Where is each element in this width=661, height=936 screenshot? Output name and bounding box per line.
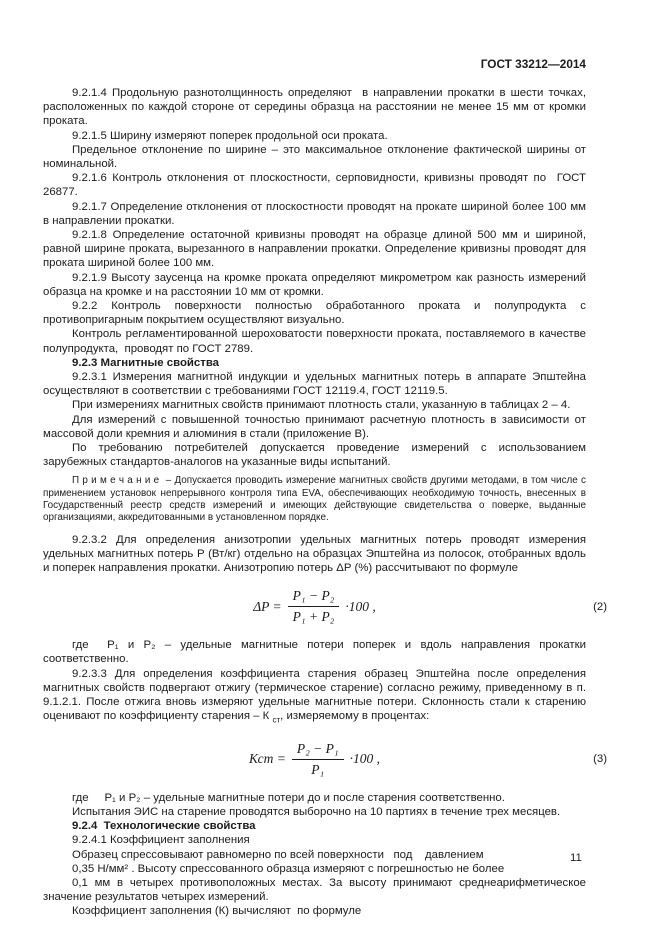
formula-2-expression bbox=[253, 588, 376, 625]
paragraph-9-2-1-7: 9.2.1.7 Определение отклонения от плоскостности проводят на прокате шириной более 100 мм в направлении прокатки. bbox=[43, 200, 586, 227]
paragraph-foreign-standards: По требованию потребителей допускается проведение измерений с использованием зарубежных стандартов-аналогов на указанные виды испытаний. bbox=[43, 442, 586, 469]
formula-2-fraction bbox=[288, 588, 340, 625]
formula-3 bbox=[43, 740, 607, 778]
paragraph-9-2-1-5: 9.2.1.5 Ширину измеряют поперек продольной оси проката. bbox=[72, 129, 388, 142]
formula-3-numerator: P₂ − P₁ bbox=[296, 740, 339, 756]
page-number: 11 bbox=[570, 852, 582, 864]
paragraph-four-measurements: 0,1 мм в четырех противоположных местах. За высоту принимают среднеарифметическое значение результатов четырех измерений. bbox=[43, 877, 586, 904]
paragraph-9-2-2: 9.2.2 Контроль поверхности полностью обработанного проката и полупродукта с противопригарным покрытием осуществляют визуально. bbox=[43, 300, 586, 327]
formula-3-expression bbox=[249, 741, 380, 778]
paragraph-9-2-1-4: 9.2.1.4 Продольную разнотолщинность определяют в направлении прокатки в шести точках, расположенных по каждой стороне от середины образца на расстоянии не менее 15 мм от кромки проката. bbox=[43, 87, 586, 128]
paragraph-9-2-1-9: 9.2.1.9 Высоту заусенца на кромке проката определяют микрометром как разность измерений образца на кромке и на расстоянии 10 мм от кромки. bbox=[43, 271, 586, 298]
paragraph-9-2-3-3-text: 9.2.3.3 Для определения коэффициента старения образец Эпштейна после определения магнитных свойств подвергают отжигу (термическое старение) согласно режиму, приведенному в п. 9.1.2.1. После отжига вновь измеряют удельные магнитные потери. Склонность стали к старению оценивают по коэффициенту старения – К bbox=[43, 667, 586, 723]
formula-3-multiplier: ·100 , bbox=[349, 751, 380, 767]
paragraph-roughness: Контроль регламентированной шероховатости поверхности проката, поставляемого в качестве полупродукта, проводят по ГОСТ 2789. bbox=[43, 328, 586, 355]
paragraph-width-deviation: Предельное отклонение по ширине – это максимальное отклонение фактической ширины от номинальной. bbox=[43, 143, 586, 171]
heading-9-2-4-technological-properties: 9.2.4 Технологические свойства bbox=[72, 820, 256, 833]
paragraph-pressing: Образец спрессовывают равномерно по всей поверхности под давлением bbox=[72, 848, 484, 861]
formula-3-fraction bbox=[292, 741, 344, 778]
paragraph-fill-factor-formula: Коэффициент заполнения (К) вычисляют по формуле bbox=[72, 905, 362, 918]
formula-3-lhs: Кст = bbox=[249, 751, 286, 767]
formula-2-denominator: P₁ + P₂ bbox=[288, 606, 340, 625]
formula-2-numerator: P₁ − P₂ bbox=[292, 588, 335, 604]
paragraph-9-2-3-2: 9.2.3.2 Для определения анизотропии удельных магнитных потерь проводят измерения удельных магнитных потерь P (Вт/кг) отдельно на образцах Эпштейна из полосок, отобранных вдоль и поперек направления прокатки. Анизотропию потерь ΔP (%) рассчитывают по формуле bbox=[43, 533, 586, 575]
paragraph-where-formula-2: где P₁ и P₂ – удельные магнитные потери поперек и вдоль направления прокатки соответственно. bbox=[43, 639, 586, 666]
equation-number-3: (3) bbox=[593, 753, 607, 766]
paragraph-eis-aging: Испытания ЭИС на старение проводятся выборочно на 10 партиях в течение трех месяцев. bbox=[72, 805, 561, 818]
note-block: П р и м е ч а н и е – Допускается проводить измерение магнитных свойств другими методами, в том числе с применением установок непрерывного контроля типа EVA, обеспечивающих необходимую точность, внесенных в Государственный реестр средств измерений и имеющих действующие свидетельства о поверке, выданные организациями, аккредитованными в установленном порядке. bbox=[43, 475, 586, 524]
formula-2-lhs: ΔP = bbox=[253, 598, 282, 614]
heading-9-2-3-magnetic-properties: 9.2.3 Магнитные свойства bbox=[72, 356, 220, 369]
paragraph-height-measurement: 0,35 Н/мм² . Высоту спрессованного образца измеряют с погрешностью не более bbox=[72, 862, 505, 875]
equation-number-2: (2) bbox=[593, 600, 607, 613]
paragraph-precision: Для измерений с повышенной точностью принимают расчетную плотность в зависимости от массовой доли кремния и алюминия в стали (приложение В). bbox=[43, 413, 586, 440]
paragraph-where-formula-3: где P₁ и P₂ – удельные магнитные потери до и после старения соответственно. bbox=[72, 791, 505, 804]
formula-2-multiplier: ·100 , bbox=[345, 598, 376, 614]
formula-3-denominator: P₁ bbox=[292, 759, 344, 778]
formula-2 bbox=[43, 588, 607, 625]
paragraph-9-2-3-1: 9.2.3.1 Измерения магнитной индукции и удельных магнитных потерь в аппарате Эпштейна осуществляют в соответствии с требованиями ГОСТ 12119.4, ГОСТ 12119.5. bbox=[43, 371, 586, 398]
paragraph-9-2-3-3 bbox=[43, 667, 586, 728]
doc-code: ГОСТ 33212—2014 bbox=[480, 57, 586, 71]
paragraph-9-2-3-3-text-cont: , измеряемому в процентах: bbox=[280, 710, 430, 723]
paragraph-9-2-4-1: 9.2.4.1 Коэффициент заполнения bbox=[72, 834, 250, 847]
document-header bbox=[43, 57, 586, 71]
document-body bbox=[43, 86, 607, 919]
aging-coefficient-subscript: ст bbox=[272, 715, 281, 725]
paragraph-9-2-1-6: 9.2.1.6 Контроль отклонения от плоскостности, серповидности, кривизны проводят по ГОСТ 26877. bbox=[43, 172, 586, 199]
paragraph-9-2-1-8: 9.2.1.8 Определение остаточной кривизны проводят на образце длиной 500 мм и шириной, равной ширине проката, вырезанного в направлении прокатки. Определение кривизны проводят для проката шириной более 100 мм. bbox=[43, 229, 586, 270]
paragraph-density: При измерениях магнитных свойств принимают плотность стали, указанную в таблицах 2 – 4. bbox=[72, 399, 571, 412]
